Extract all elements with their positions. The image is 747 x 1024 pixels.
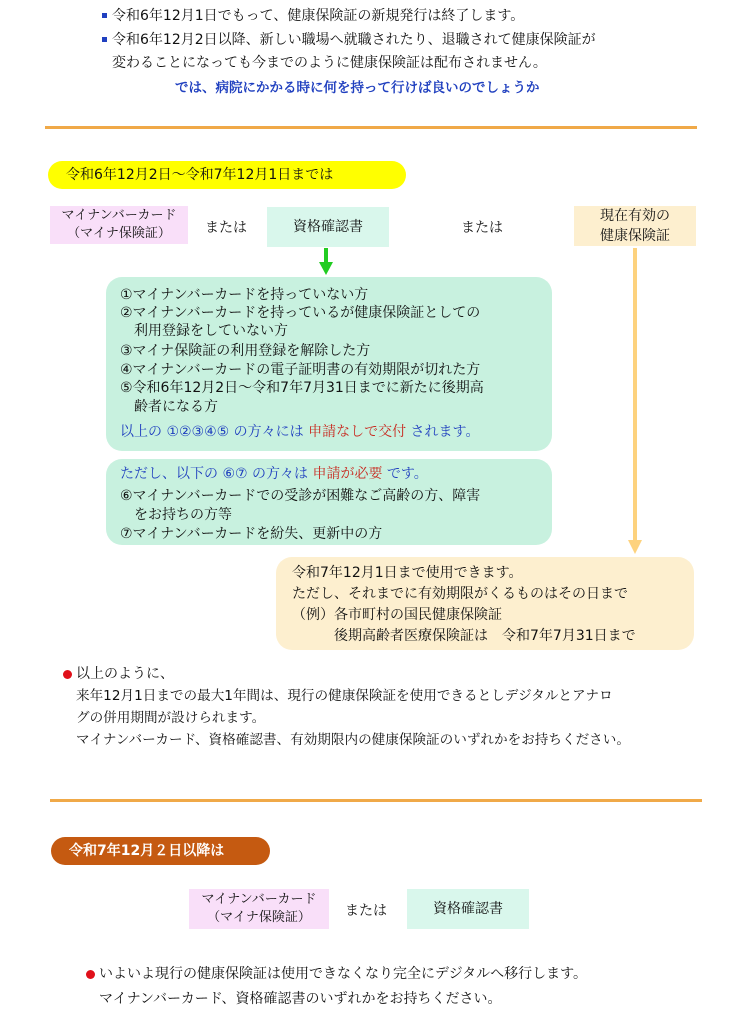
summary-pre: 以上の ①②③④⑤ の方々には: [120, 424, 309, 440]
option-myna-card: [50, 206, 188, 244]
bullet-marker: [102, 37, 107, 42]
divider-bottom: [50, 799, 702, 802]
notice-line-1: 令和6年12月1日でもって、健康保険証の新規発行は終了します。: [112, 8, 525, 24]
divider-top: [45, 126, 697, 129]
or-text: または: [345, 903, 387, 919]
validity-line: 後期高齢者医療保険証は 令和7年7月31日まで: [292, 628, 636, 644]
conclusion-line: マイナンバーカード、資格確認書、有効期限内の健康保険証のいずれかをお持ちください。: [76, 732, 630, 748]
final-line-1: いよいよ現行の健康保険証は使用できなくなり完全にデジタルへ移行します。: [99, 966, 588, 982]
question-heading: では、病院にかかる時に何を持って行けば良いのでしょうか: [175, 80, 540, 96]
option-current-line2: 健康保険証: [600, 228, 670, 244]
period2-label: 令和7年12月２日以降は: [51, 837, 270, 865]
conclusion-head: 以上のように、: [76, 666, 174, 682]
summary-line: [120, 422, 479, 442]
list-item: ⑥マイナンバーカードでの受診が困難なご高齢の方、障害: [120, 488, 481, 504]
list-item: ③マイナ保険証の利用登録を解除した方: [120, 343, 371, 359]
summary-red: 申請なしで交付: [308, 424, 407, 440]
or-text: または: [205, 220, 247, 236]
conclusion-line: グの併用期間が設けられます。: [76, 710, 266, 726]
arrow-down-icon: [318, 248, 334, 276]
option-current-insurance: [574, 206, 696, 246]
validity-line: （例）各市町村の国民健康保険証: [292, 607, 502, 623]
note-red: 申請が必要: [312, 466, 383, 482]
option-myna-line2: （マイナ保険証）: [67, 226, 171, 241]
summary-post: されます。: [406, 424, 480, 440]
option-current-line1: 現在有効の: [600, 208, 670, 224]
option-shikaku: 資格確認書: [407, 889, 529, 929]
note-line: [120, 464, 428, 484]
list-item: ⑤令和6年12月2日～令和7年7月31日までに新たに後期高: [120, 380, 484, 396]
option-myna-card: [189, 889, 329, 929]
list-item: 齢者になる方: [120, 399, 218, 415]
conclusion-line: 来年12月1日までの最大1年間は、現行の健康保険証を使用できるとしデジタルとアナロ: [76, 688, 613, 704]
bullet-dot: [86, 970, 95, 979]
list-item: ④マイナンバーカードの電子証明書の有効期限が切れた方: [120, 362, 481, 378]
or-text: または: [461, 220, 503, 236]
validity-line: ただし、それまでに有効期限がくるものはその日まで: [292, 586, 628, 602]
list-item: をお持ちの方等: [120, 507, 232, 523]
validity-line: 令和7年12月1日まで使用できます。: [292, 565, 523, 581]
list-item: ①マイナンバーカードを持っていない方: [120, 287, 369, 303]
bullet-marker: [102, 13, 107, 18]
notice-line-2b: 変わることになっても今までのように健康保険証は配布されません。: [112, 55, 547, 71]
option-myna-line1: マイナンバーカード: [61, 208, 177, 223]
option-myna-line1: マイナンバーカード: [201, 892, 317, 907]
note-pre: ただし、以下の ⑥⑦ の方々は: [120, 466, 313, 482]
period1-label: 令和6年12月2日～令和7年12月1日までは: [48, 161, 406, 189]
arrow-down-long-icon: [627, 248, 643, 556]
list-item: 利用登録をしていない方: [120, 323, 288, 339]
option-shikaku: 資格確認書: [267, 207, 389, 247]
final-line-2: マイナンバーカード、資格確認書のいずれかをお持ちください。: [99, 991, 502, 1007]
list-item: ②マイナンバーカードを持っているが健康保険証としての: [120, 305, 481, 321]
option-myna-line2: （マイナ保険証）: [207, 910, 311, 925]
notice-line-2a: 令和6年12月2日以降、新しい職場へ就職されたり、退職されて健康保険証が: [112, 32, 596, 48]
bullet-dot: [63, 670, 72, 679]
list-item: ⑦マイナンバーカードを紛失、更新中の方: [120, 526, 383, 542]
note-post: です。: [382, 466, 428, 482]
